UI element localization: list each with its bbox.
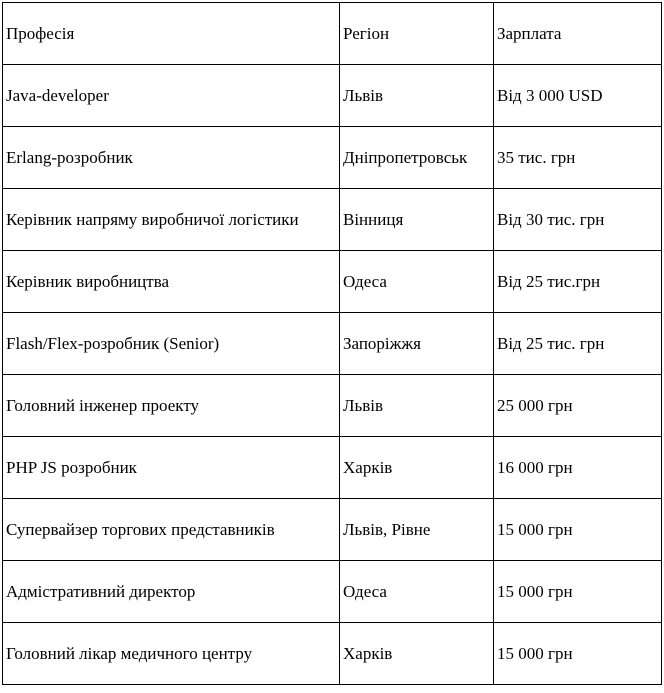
profession-cell: Адмістративний директор <box>3 561 340 623</box>
profession-cell: PHP JS розробник <box>3 437 340 499</box>
salary-cell: Від 3 000 USD <box>494 65 662 127</box>
table-row <box>3 65 662 127</box>
salary-cell: 15 000 грн <box>494 561 662 623</box>
region-cell: Львів <box>340 375 494 437</box>
salary-cell: Від 25 тис. грн <box>494 313 662 375</box>
region-cell: Запоріжжя <box>340 313 494 375</box>
salary-cell: 16 000 грн <box>494 437 662 499</box>
table-row <box>3 623 662 685</box>
region-cell: Одеса <box>340 251 494 313</box>
header-salary: Зарплата <box>494 3 662 65</box>
header-region: Регіон <box>340 3 494 65</box>
profession-cell: Головний інженер проекту <box>3 375 340 437</box>
salary-cell: Від 25 тис.грн <box>494 251 662 313</box>
profession-cell: Головний лікар медичного центру <box>3 623 340 685</box>
region-cell: Львів <box>340 65 494 127</box>
profession-cell: Flash/Flex-розробник (Senior) <box>3 313 340 375</box>
table-row <box>3 127 662 189</box>
region-cell: Харків <box>340 623 494 685</box>
table-header-row <box>3 3 662 65</box>
table-row <box>3 375 662 437</box>
region-cell: Львів, Рівне <box>340 499 494 561</box>
profession-cell: Erlang-розробник <box>3 127 340 189</box>
profession-cell: Керівник виробництва <box>3 251 340 313</box>
profession-cell: Супервайзер торгових представників <box>3 499 340 561</box>
salary-cell: 15 000 грн <box>494 623 662 685</box>
profession-cell: Java-developer <box>3 65 340 127</box>
salary-cell: 35 тис. грн <box>494 127 662 189</box>
region-cell: Одеса <box>340 561 494 623</box>
header-profession: Професія <box>3 3 340 65</box>
profession-cell: Керівник напряму виробничої логістики <box>3 189 340 251</box>
salary-cell: Від 30 тис. грн <box>494 189 662 251</box>
region-cell: Харків <box>340 437 494 499</box>
table-row <box>3 189 662 251</box>
salary-cell: 25 000 грн <box>494 375 662 437</box>
region-cell: Вінниця <box>340 189 494 251</box>
region-cell: Дніпропетровськ <box>340 127 494 189</box>
table-row <box>3 251 662 313</box>
salary-table <box>2 2 662 685</box>
salary-cell: 15 000 грн <box>494 499 662 561</box>
table-row <box>3 561 662 623</box>
table-row <box>3 437 662 499</box>
table-row <box>3 499 662 561</box>
table-row <box>3 313 662 375</box>
